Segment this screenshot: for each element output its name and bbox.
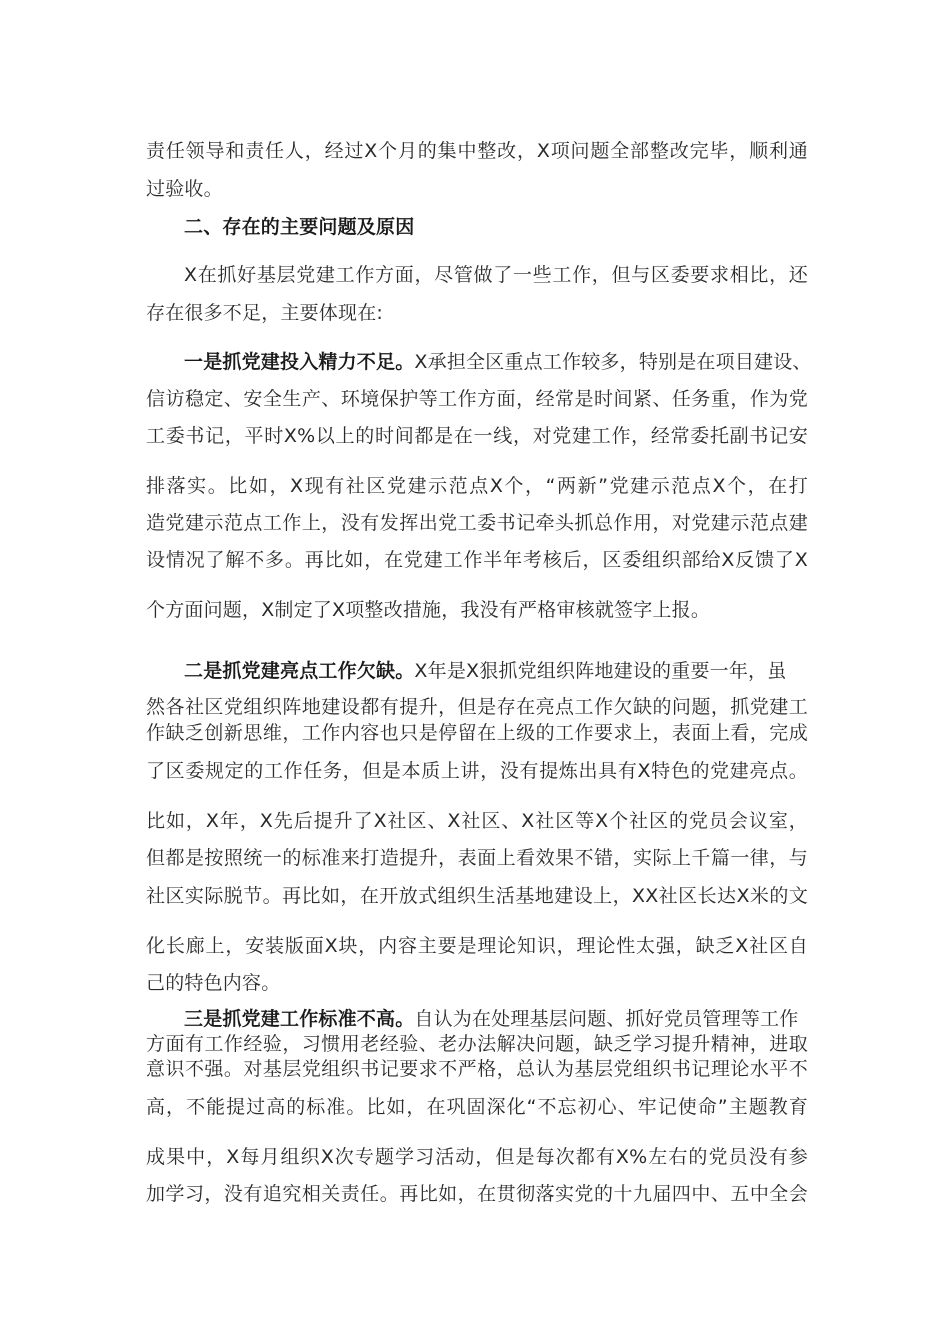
paragraph-line bbox=[184, 349, 812, 375]
point-text: X承担全区重点工作较多，特别是在项目建设、 bbox=[414, 351, 812, 373]
paragraph-line: 意识不强。对基层党组织书记要求不严格，总认为基层党组织书记理论水平不 bbox=[146, 1058, 808, 1080]
paragraph-line: 方面有工作经验，习惯用老经验、老办法解决问题，缺乏学习提升精神，进取 bbox=[146, 1033, 808, 1055]
paragraph-line: 成果中，X每月组织X次专题学习活动，但是每次都有X%左右的党员没有参 bbox=[146, 1146, 808, 1168]
section-heading: 二、存在的主要问题及原因 bbox=[184, 216, 415, 238]
paragraph-line: X在抓好基层党建工作方面，尽管做了一些工作，但与区委要求相比，还 bbox=[184, 264, 808, 286]
paragraph-line: 个方面问题，X制定了X项整改措施，我没有严格审核就签字上报。 bbox=[146, 599, 711, 621]
paragraph-line: 排落实。比如，X现有社区党建示范点X个，“两新”党建示范点X个，在打 bbox=[146, 475, 808, 497]
paragraph-line: 然各社区党组织阵地建设都有提升，但是存在亮点工作欠缺的问题，抓党建工 bbox=[146, 696, 808, 718]
paragraph-line: 信访稳定、安全生产、环境保护等工作方面，经常是时间紧、任务重，作为党 bbox=[146, 388, 808, 410]
paragraph-line bbox=[184, 658, 808, 684]
paragraph-line: 存在很多不足，主要体现在: bbox=[146, 302, 384, 324]
point-text: X年是X狠抓党组织阵地建设的重要一年，虽 bbox=[414, 660, 787, 682]
paragraph-line: 比如，X年，X先后提升了X社区、X社区、X社区等X个社区的党员会议室， bbox=[146, 810, 808, 832]
paragraph-line: 工委书记，平时X%以上的时间都是在一线，对党建工作，经常委托副书记安 bbox=[146, 425, 808, 447]
paragraph-line: 作缺乏创新思维，工作内容也只是停留在上级的工作要求上，表面上看，完成 bbox=[146, 722, 808, 744]
point-heading-2: 二是抓党建亮点工作欠缺。 bbox=[184, 660, 415, 682]
paragraph-line: 加学习，没有追究相关责任。再比如，在贯彻落实党的十九届四中、五中全会 bbox=[146, 1183, 808, 1205]
paragraph-line: 过验收。 bbox=[146, 178, 223, 200]
point-heading-3: 三是抓党建工作标准不高。 bbox=[184, 1008, 415, 1030]
paragraph-line: 了区委规定的工作任务，但是本质上讲，没有提炼出具有X特色的党建亮点。 bbox=[146, 760, 808, 782]
paragraph-line: 造党建示范点工作上，没有发挥出党工委书记牵头抓总作用，对党建示范点建 bbox=[146, 512, 808, 534]
paragraph-line: 设情况了解不多。再比如，在党建工作半年考核后，区委组织部给X反馈了X bbox=[146, 549, 808, 571]
paragraph-line: 责任领导和责任人，经过X个月的集中整改，X项问题全部整改完毕，顺利通 bbox=[146, 140, 808, 162]
point-heading-1: 一是抓党建投入精力不足。 bbox=[184, 351, 415, 373]
paragraph-line: 己的特色内容。 bbox=[146, 972, 281, 994]
paragraph-line: 化长廊上，安装版面X块，内容主要是理论知识，理论性太强，缺乏X社区自 bbox=[146, 935, 808, 957]
paragraph-line: 高，不能提过高的标准。比如，在巩固深化“不忘初心、牢记使命”主题教育 bbox=[146, 1096, 808, 1118]
paragraph-line bbox=[184, 1006, 808, 1032]
paragraph-line: 社区实际脱节。再比如，在开放式组织生活基地建设上，XX社区长达X米的文 bbox=[146, 885, 808, 907]
point-text: 自认为在处理基层问题、抓好党员管理等工作 bbox=[414, 1008, 799, 1030]
paragraph-line: 但都是按照统一的标准来打造提升，表面上看效果不错，实际上千篇一律，与 bbox=[146, 847, 808, 869]
